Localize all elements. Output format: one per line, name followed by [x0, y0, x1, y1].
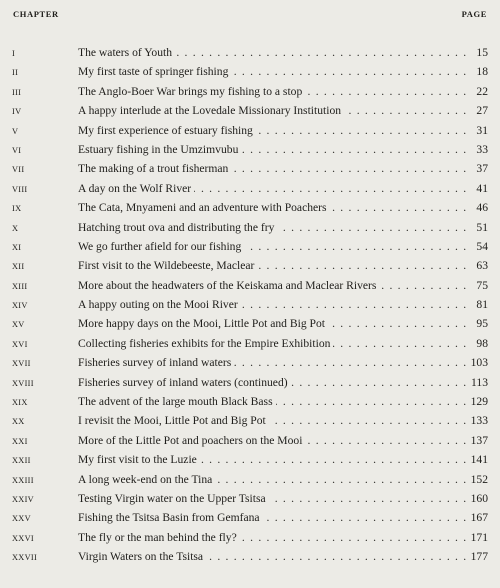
chapter-title: Collecting fisheries exhibits for the Empire Exhibition — [78, 337, 333, 350]
page-number: 167 — [466, 508, 488, 527]
chapter-title-line — [78, 82, 478, 101]
page-number: 63 — [466, 256, 488, 275]
chapter-title: We go further afield for our fishing — [78, 240, 244, 253]
chapter-number: VIII — [12, 184, 28, 194]
chapter-title: A day on the Wolf River — [78, 182, 194, 195]
chapter-number: VII — [12, 165, 25, 175]
chapter-title: The advent of the large mouth Black Bass — [78, 395, 276, 408]
page-number: 141 — [466, 450, 488, 469]
chapter-number: XXIII — [12, 475, 34, 485]
chapter-title: My first visit to the Luzie — [78, 453, 200, 466]
chapter-number: XXV — [12, 514, 31, 524]
page-number: 22 — [466, 82, 488, 101]
chapter-number: XXVII — [12, 553, 38, 563]
chapter-title-line — [78, 411, 478, 430]
chapter-title-line — [78, 159, 478, 178]
page-number: 33 — [466, 140, 488, 159]
toc-entry — [0, 470, 500, 489]
toc-entry — [0, 43, 500, 62]
chapter-title-line — [78, 470, 478, 489]
chapter-number: XXIV — [12, 494, 34, 504]
chapter-title-line — [78, 179, 478, 198]
page-number: 98 — [466, 334, 488, 353]
chapter-title: A happy interlude at the Lovedale Missionary Institution — [78, 104, 344, 117]
chapter-title: More about the headwaters of the Keiskama and Maclear Rivers — [78, 279, 379, 292]
chapter-title-line — [78, 276, 478, 295]
toc-entry — [0, 198, 500, 217]
page-number: 95 — [466, 314, 488, 333]
toc-header — [0, 9, 500, 23]
page-number: 31 — [466, 121, 488, 140]
toc-entry — [0, 82, 500, 101]
chapter-column-label: CHAPTER — [13, 9, 59, 19]
chapter-title-line — [78, 353, 478, 372]
chapter-title-line — [78, 508, 478, 527]
page-number: 171 — [466, 528, 488, 547]
chapter-title: More happy days on the Mooi, Little Pot and Big Pot — [78, 317, 328, 330]
chapter-title-line — [78, 198, 478, 217]
chapter-number: VI — [12, 145, 22, 155]
chapter-number: XXI — [12, 436, 28, 446]
toc-entry — [0, 450, 500, 469]
chapter-title: The fly or the man behind the fly? — [78, 531, 240, 544]
chapter-title: A happy outing on the Mooi River — [78, 298, 241, 311]
chapter-number: XVIII — [12, 378, 34, 388]
toc-entry — [0, 411, 500, 430]
page-number: 41 — [466, 179, 488, 198]
toc-entry — [0, 373, 500, 392]
chapter-title-line — [78, 43, 478, 62]
chapter-number: XII — [12, 262, 25, 272]
chapter-title: Fisheries survey of inland waters (continued) — [78, 376, 291, 389]
chapter-title-line — [78, 140, 478, 159]
chapter-title-line — [78, 218, 478, 237]
toc-entry — [0, 159, 500, 178]
toc-entry — [0, 295, 500, 314]
page-number: 152 — [466, 470, 488, 489]
chapter-title: A long week-end on the Tina — [78, 473, 215, 486]
chapter-title: First visit to the Wildebeeste, Maclear — [78, 259, 257, 272]
chapter-number: X — [12, 223, 19, 233]
toc-list — [0, 43, 500, 567]
chapter-title-line — [78, 547, 478, 566]
page-number: 177 — [466, 547, 488, 566]
chapter-title: The Anglo-Boer War brings my fishing to a stop — [78, 85, 305, 98]
toc-entry — [0, 237, 500, 256]
toc-entry — [0, 392, 500, 411]
chapter-title: My first taste of springer fishing — [78, 65, 231, 78]
chapter-title-line — [78, 489, 478, 508]
chapter-title: My first experience of estuary fishing — [78, 124, 256, 137]
chapter-title-line — [78, 314, 478, 333]
page-number: 15 — [466, 43, 488, 62]
chapter-title: I revisit the Mooi, Little Pot and Big Pot — [78, 414, 269, 427]
toc-entry — [0, 256, 500, 275]
chapter-title-line — [78, 373, 478, 392]
toc-entry — [0, 218, 500, 237]
toc-entry — [0, 314, 500, 333]
chapter-title-line — [78, 62, 478, 81]
toc-entry — [0, 431, 500, 450]
page-number: 18 — [466, 62, 488, 81]
chapter-title: Fishing the Tsitsa Basin from Gemfana — [78, 511, 263, 524]
toc-entry — [0, 547, 500, 566]
toc-entry — [0, 334, 500, 353]
chapter-title-line — [78, 450, 478, 469]
page-number: 51 — [466, 218, 488, 237]
toc-entry — [0, 528, 500, 547]
chapter-title-line — [78, 431, 478, 450]
page-number: 103 — [466, 353, 488, 372]
chapter-title: Virgin Waters on the Tsitsa — [78, 550, 206, 563]
page-number: 27 — [466, 101, 488, 120]
chapter-number: IX — [12, 204, 22, 214]
chapter-title-line — [78, 256, 478, 275]
chapter-number: XV — [12, 320, 25, 330]
chapter-title: Estuary fishing in the Umzimvubu — [78, 143, 241, 156]
toc-entry — [0, 353, 500, 372]
chapter-title: Fisheries survey of inland waters — [78, 356, 234, 369]
chapter-number: XIV — [12, 301, 28, 311]
chapter-number: XXVI — [12, 533, 34, 543]
page-number: 37 — [466, 159, 488, 178]
chapter-number: IV — [12, 107, 22, 117]
chapter-title: The making of a trout fisherman — [78, 162, 231, 175]
chapter-number: XVII — [12, 359, 31, 369]
chapter-number: XIX — [12, 398, 28, 408]
chapter-number: XI — [12, 242, 22, 252]
chapter-number: XVI — [12, 339, 28, 349]
chapter-number: III — [12, 87, 22, 97]
page-number: 75 — [466, 276, 488, 295]
toc-entry — [0, 276, 500, 295]
chapter-number: XX — [12, 417, 25, 427]
chapter-title-line — [78, 237, 478, 256]
chapter-title-line — [78, 101, 478, 120]
page-number: 133 — [466, 411, 488, 430]
page-column-label: PAGE — [461, 9, 487, 19]
toc-entry — [0, 121, 500, 140]
toc-entry — [0, 62, 500, 81]
toc-entry — [0, 489, 500, 508]
toc-entry — [0, 508, 500, 527]
toc-entry — [0, 101, 500, 120]
page-number: 160 — [466, 489, 488, 508]
chapter-title-line — [78, 334, 478, 353]
chapter-number: I — [12, 49, 16, 58]
chapter-title: The waters of Youth — [78, 46, 175, 59]
chapter-number: V — [12, 126, 19, 136]
chapter-title: Hatching trout ova and distributing the fry — [78, 221, 277, 234]
chapter-title-line — [78, 392, 478, 411]
page-number: 137 — [466, 431, 488, 450]
chapter-title: The Cata, Mnyameni and an adventure with Poachers — [78, 201, 330, 214]
toc-entry — [0, 179, 500, 198]
page-number: 113 — [466, 373, 488, 392]
chapter-title-line — [78, 121, 478, 140]
chapter-number: XIII — [12, 281, 28, 291]
page-number: 46 — [466, 198, 488, 217]
chapter-number: II — [12, 68, 19, 78]
toc-entry — [0, 140, 500, 159]
chapter-number: XXII — [12, 456, 31, 466]
page-number: 54 — [466, 237, 488, 256]
chapter-title-line — [78, 528, 478, 547]
chapter-title: More of the Little Pot and poachers on the Mooi — [78, 434, 305, 447]
chapter-title-line — [78, 295, 478, 314]
page-number: 129 — [466, 392, 488, 411]
chapter-title: Testing Virgin water on the Upper Tsitsa — [78, 492, 269, 505]
page-number: 81 — [466, 295, 488, 314]
